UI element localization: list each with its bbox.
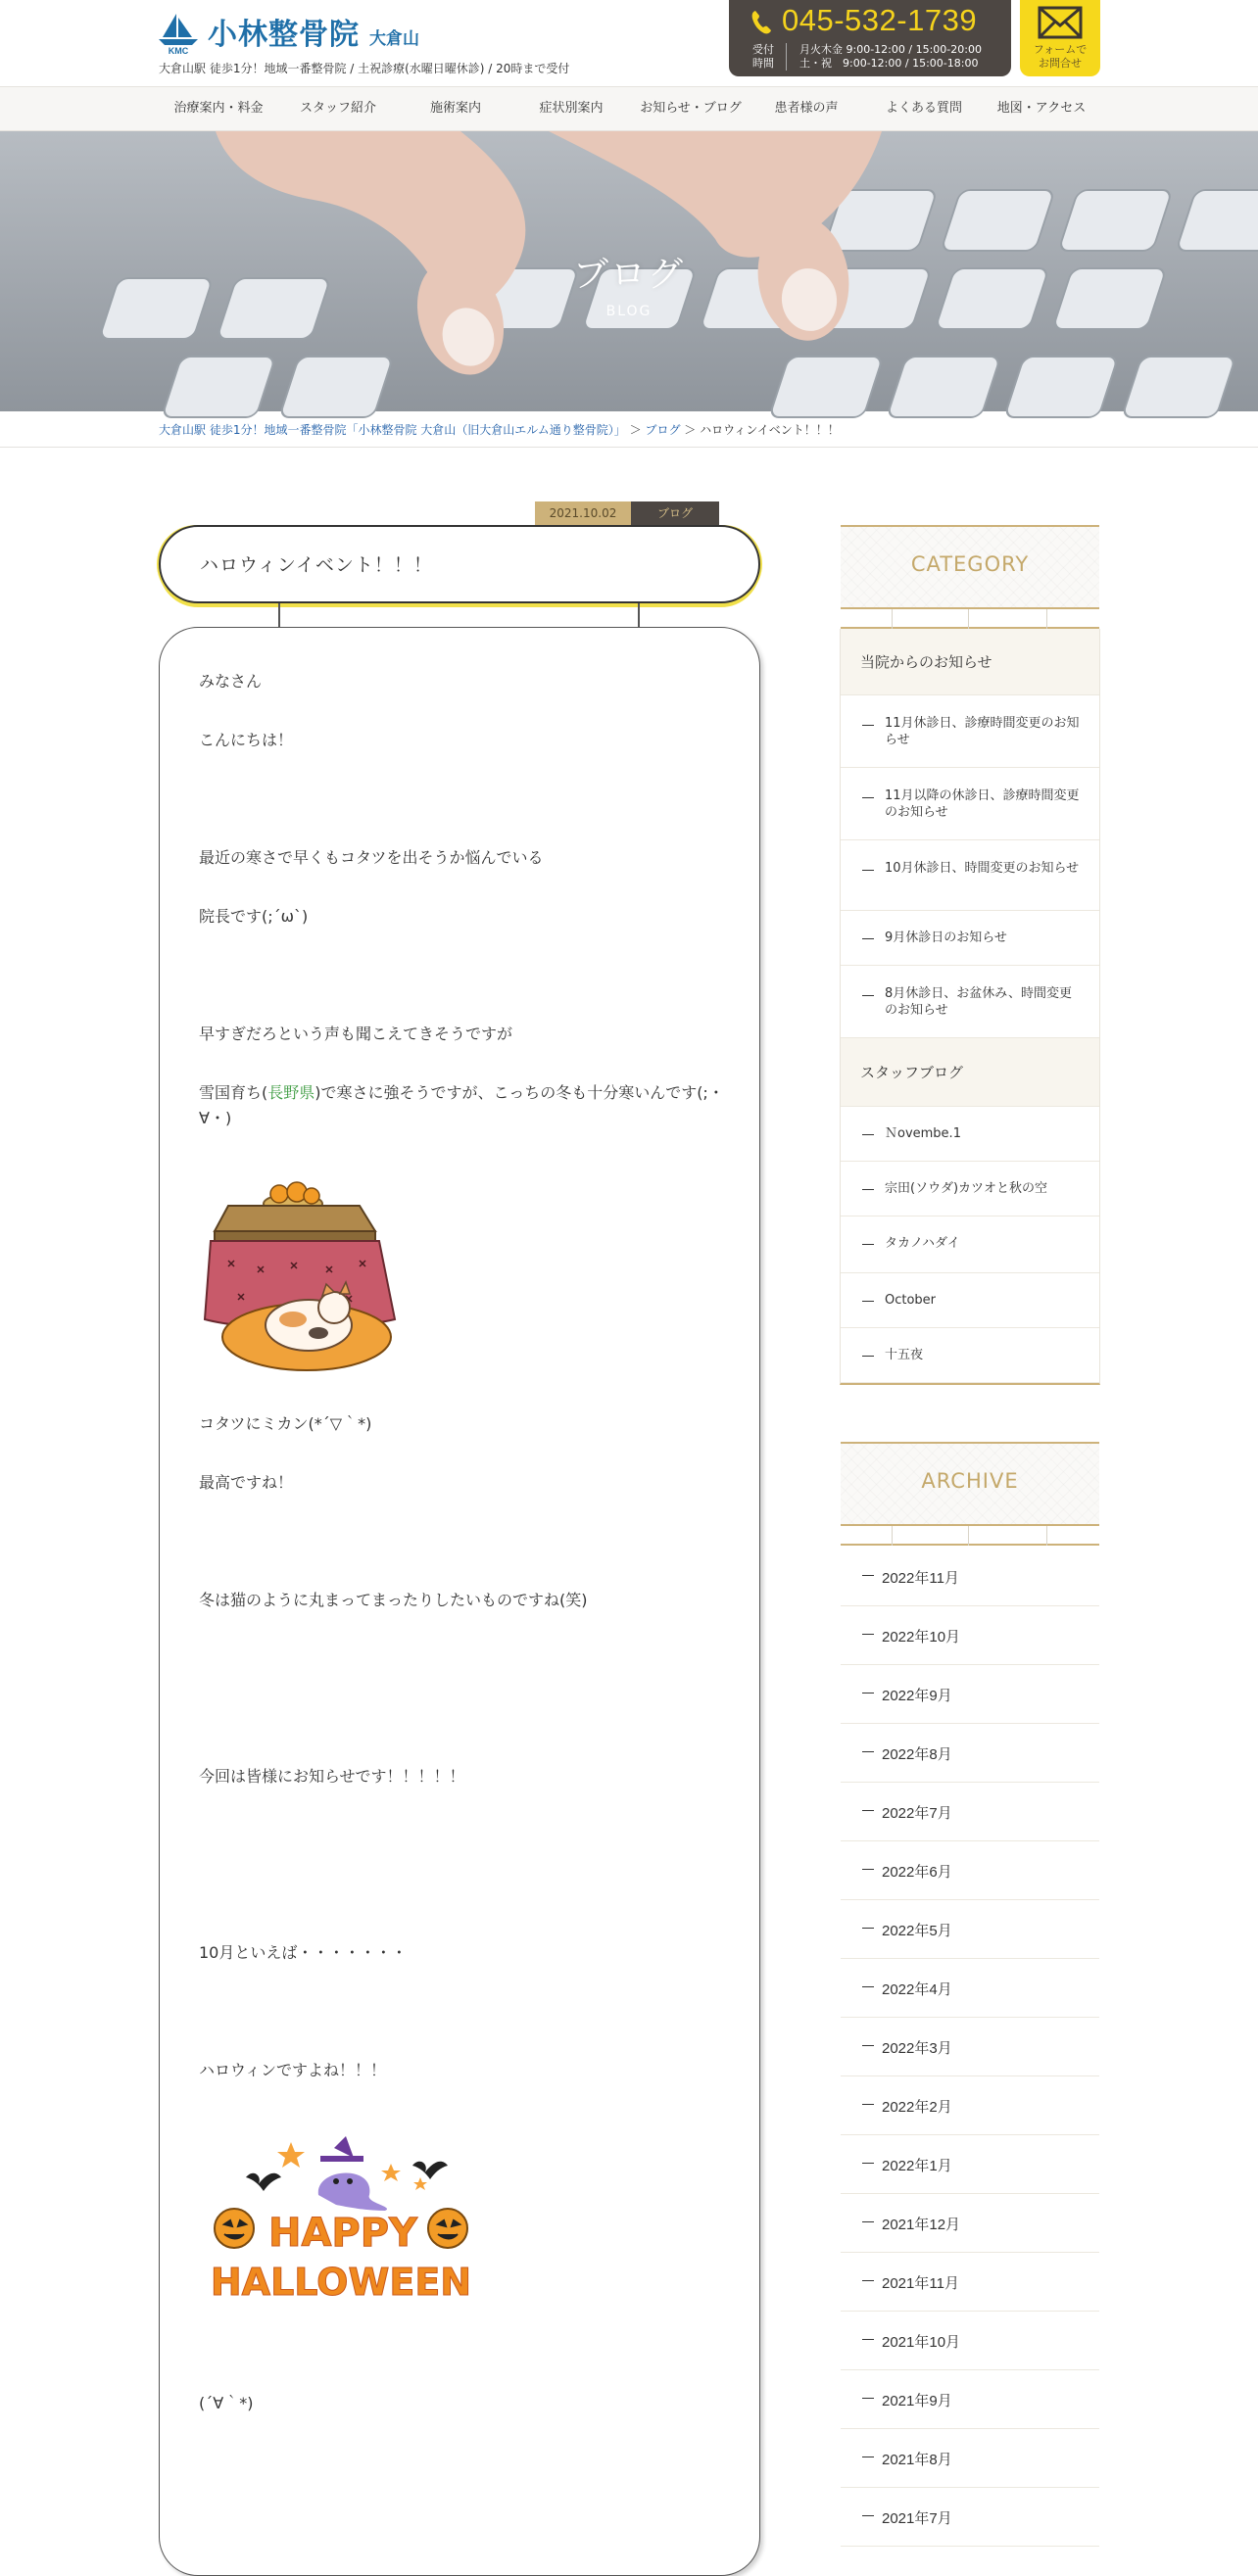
kotatsu-cat-illustration — [199, 1172, 416, 1390]
post-paragraph: ハロウィンですよね！！！ — [199, 2061, 387, 2079]
site-logo[interactable] — [157, 12, 419, 55]
archive-month-link[interactable]: 2022年8月 — [841, 1724, 1099, 1783]
logo-subtitle: 大倉山 — [369, 29, 419, 49]
nav-treatment-fees[interactable]: 治療案内・料金 — [173, 101, 264, 116]
category-heading-ticks — [841, 609, 1099, 629]
archive-heading-box — [841, 1442, 1099, 1526]
breadcrumb-blog[interactable]: ブログ — [645, 423, 681, 437]
archive-month-link[interactable]: 2022年9月 — [841, 1665, 1099, 1724]
sidebar-post-link[interactable]: 8月休診日、お盆休み、時間変更のお知らせ — [841, 966, 1099, 1038]
breadcrumb-separator: ＞ — [680, 423, 697, 437]
header-tagline: 大倉山駅 徒歩1分！地域一番整骨院 / 土祝診療(水曜日曜休診) / 20時まで受付 — [159, 62, 570, 75]
hours-divider — [786, 43, 787, 71]
hero-subtitle: BLOG — [605, 304, 653, 319]
post-paragraph: 今回は皆様にお知らせです！！！！！ — [199, 1767, 465, 1786]
global-nav — [0, 86, 1258, 131]
mail-icon — [1038, 6, 1083, 39]
breadcrumb-current: ハロウィンイベント！！！ — [700, 423, 840, 437]
sidebar-post-link[interactable]: 11月休診日、診療時間変更のお知らせ — [841, 695, 1099, 768]
archive-month-link[interactable]: 2022年11月 — [841, 1548, 1099, 1606]
nav-access[interactable]: 地図・アクセス — [996, 101, 1087, 116]
sidebar-post-link[interactable]: 9月休診日のお知らせ — [841, 911, 1099, 966]
archive-month-link[interactable]: 2021年10月 — [841, 2312, 1099, 2370]
archive-month-link[interactable]: 2022年10月 — [841, 1606, 1099, 1665]
page-hero — [0, 131, 1258, 411]
post-paragraph: (´∀｀*) — [199, 2394, 254, 2412]
nav-faq[interactable]: よくある質問 — [885, 101, 962, 116]
post-paragraph: 10月といえば・・・・・・・ — [199, 1943, 408, 1962]
archive-month-link[interactable]: 2022年3月 — [841, 2018, 1099, 2076]
archive-month-link[interactable]: 2022年1月 — [841, 2135, 1099, 2194]
contact-form-button[interactable] — [1020, 0, 1100, 76]
category-heading-box — [841, 525, 1099, 609]
archive-month-link[interactable]: 2021年7月 — [841, 2488, 1099, 2547]
nav-services[interactable]: 施術案内 — [429, 101, 481, 116]
sidebar-post-link[interactable]: 十五夜 — [841, 1328, 1099, 1383]
site-header — [0, 0, 1258, 86]
phone-contact[interactable] — [729, 0, 1011, 76]
breadcrumb-divider — [0, 447, 1258, 448]
category-staff-blog[interactable]: スタッフブログ — [841, 1038, 1099, 1107]
archive-month-link[interactable]: 2022年2月 — [841, 2076, 1099, 2135]
nagano-link[interactable]: 長野県 — [267, 1083, 315, 1102]
post-title: ハロウィンイベント！！！ — [200, 554, 433, 576]
category-clinic-news[interactable]: 当院からのお知らせ — [841, 629, 1099, 695]
archive-month-link[interactable]: 2022年4月 — [841, 1959, 1099, 2018]
sidebar-post-link[interactable]: October — [841, 1273, 1099, 1328]
phone-icon — [750, 10, 772, 35]
archive-month-link[interactable]: 2021年9月 — [841, 2370, 1099, 2429]
category-heading: CATEGORY — [910, 552, 1030, 576]
post-title-box — [159, 525, 760, 603]
post-paragraph: コタツにミカン(*´▽｀*) — [199, 1414, 372, 1433]
breadcrumb-separator: ＞ — [625, 423, 642, 437]
sidebar-post-link[interactable]: 宗田(ソウダ)カツオと秋の空 — [841, 1162, 1099, 1216]
post-paragraph: みなさん — [199, 672, 263, 691]
title-connector — [638, 603, 640, 629]
title-connector — [278, 603, 280, 629]
archive-month-link[interactable]: 2021年12月 — [841, 2194, 1099, 2253]
nav-staff[interactable]: スタッフ紹介 — [299, 101, 376, 116]
sidebar-post-link[interactable]: タカノハダイ — [841, 1216, 1099, 1273]
archive-month-link[interactable]: 2021年11月 — [841, 2253, 1099, 2312]
post-date: 2021.10.02 — [535, 501, 631, 525]
post-paragraph: 雪国育ち(長野県)で寒さに強そうですが、こっちの冬も十分寒いんです(;・∀・) — [199, 1083, 724, 1127]
hero-title: ブログ — [572, 255, 685, 295]
archive-month-link[interactable]: 2022年5月 — [841, 1900, 1099, 1959]
post-category-tag[interactable]: ブログ — [631, 501, 719, 525]
post-paragraph: 最高ですね！ — [199, 1473, 294, 1492]
post-body — [159, 627, 760, 2576]
sidebar-post-link[interactable]: 10月休診日、時間変更のお知らせ — [841, 840, 1099, 911]
hours-label: 受付 時間 — [752, 43, 774, 70]
nav-news-blog[interactable]: お知らせ・ブログ — [640, 101, 742, 116]
archive-heading-ticks — [841, 1526, 1099, 1546]
archive-month-link[interactable]: 2022年6月 — [841, 1841, 1099, 1900]
happy-halloween-illustration — [199, 2138, 483, 2314]
sidebar-post-link[interactable]: Ｎovembe.1 — [841, 1107, 1099, 1162]
archive-heading: ARCHIVE — [921, 1469, 1019, 1493]
nav-testimonials[interactable]: 患者様の声 — [774, 101, 839, 116]
post-paragraph: 冬は猫のように丸まってまったりしたいものですね(笑) — [199, 1591, 588, 1609]
form-button-label: フォームで お問合せ — [1033, 43, 1088, 70]
ship-logo-icon — [157, 12, 200, 55]
post-paragraph: 最近の寒さで早くもコタツを出そうか悩んでいる — [199, 848, 544, 867]
post-paragraph: 院長です(;´ω`) — [199, 907, 309, 926]
archive-month-link[interactable]: 2021年8月 — [841, 2429, 1099, 2488]
post-paragraph: 早すぎだろという声も聞こえてきそうですが — [199, 1025, 513, 1043]
svg-text:HAPPY: HAPPY — [267, 2211, 418, 2256]
breadcrumb — [159, 421, 840, 438]
nav-symptoms[interactable]: 症状別案内 — [539, 101, 604, 116]
phone-number[interactable]: 045-532-1739 — [782, 3, 978, 37]
breadcrumb-home[interactable]: 大倉山駅 徒歩1分！地域一番整骨院「小林整骨院 大倉山（旧大倉山エルム通り整骨院）」 — [159, 423, 626, 437]
logo-mark-text: KMC — [168, 46, 189, 56]
sidebar-post-link[interactable]: 11月以降の休診日、診療時間変更のお知らせ — [841, 768, 1099, 840]
svg-text:HALLOWEEN: HALLOWEEN — [210, 2261, 472, 2304]
archive-month-link[interactable]: 2022年7月 — [841, 1783, 1099, 1841]
post-paragraph: こんにちは！ — [199, 731, 294, 749]
business-hours: 月火木金 9:00-12:00 / 15:00-20:00 土・祝 9:00-12:00 / 15:00-18:00 — [799, 43, 982, 70]
logo-title: 小林整骨院 — [208, 18, 360, 52]
